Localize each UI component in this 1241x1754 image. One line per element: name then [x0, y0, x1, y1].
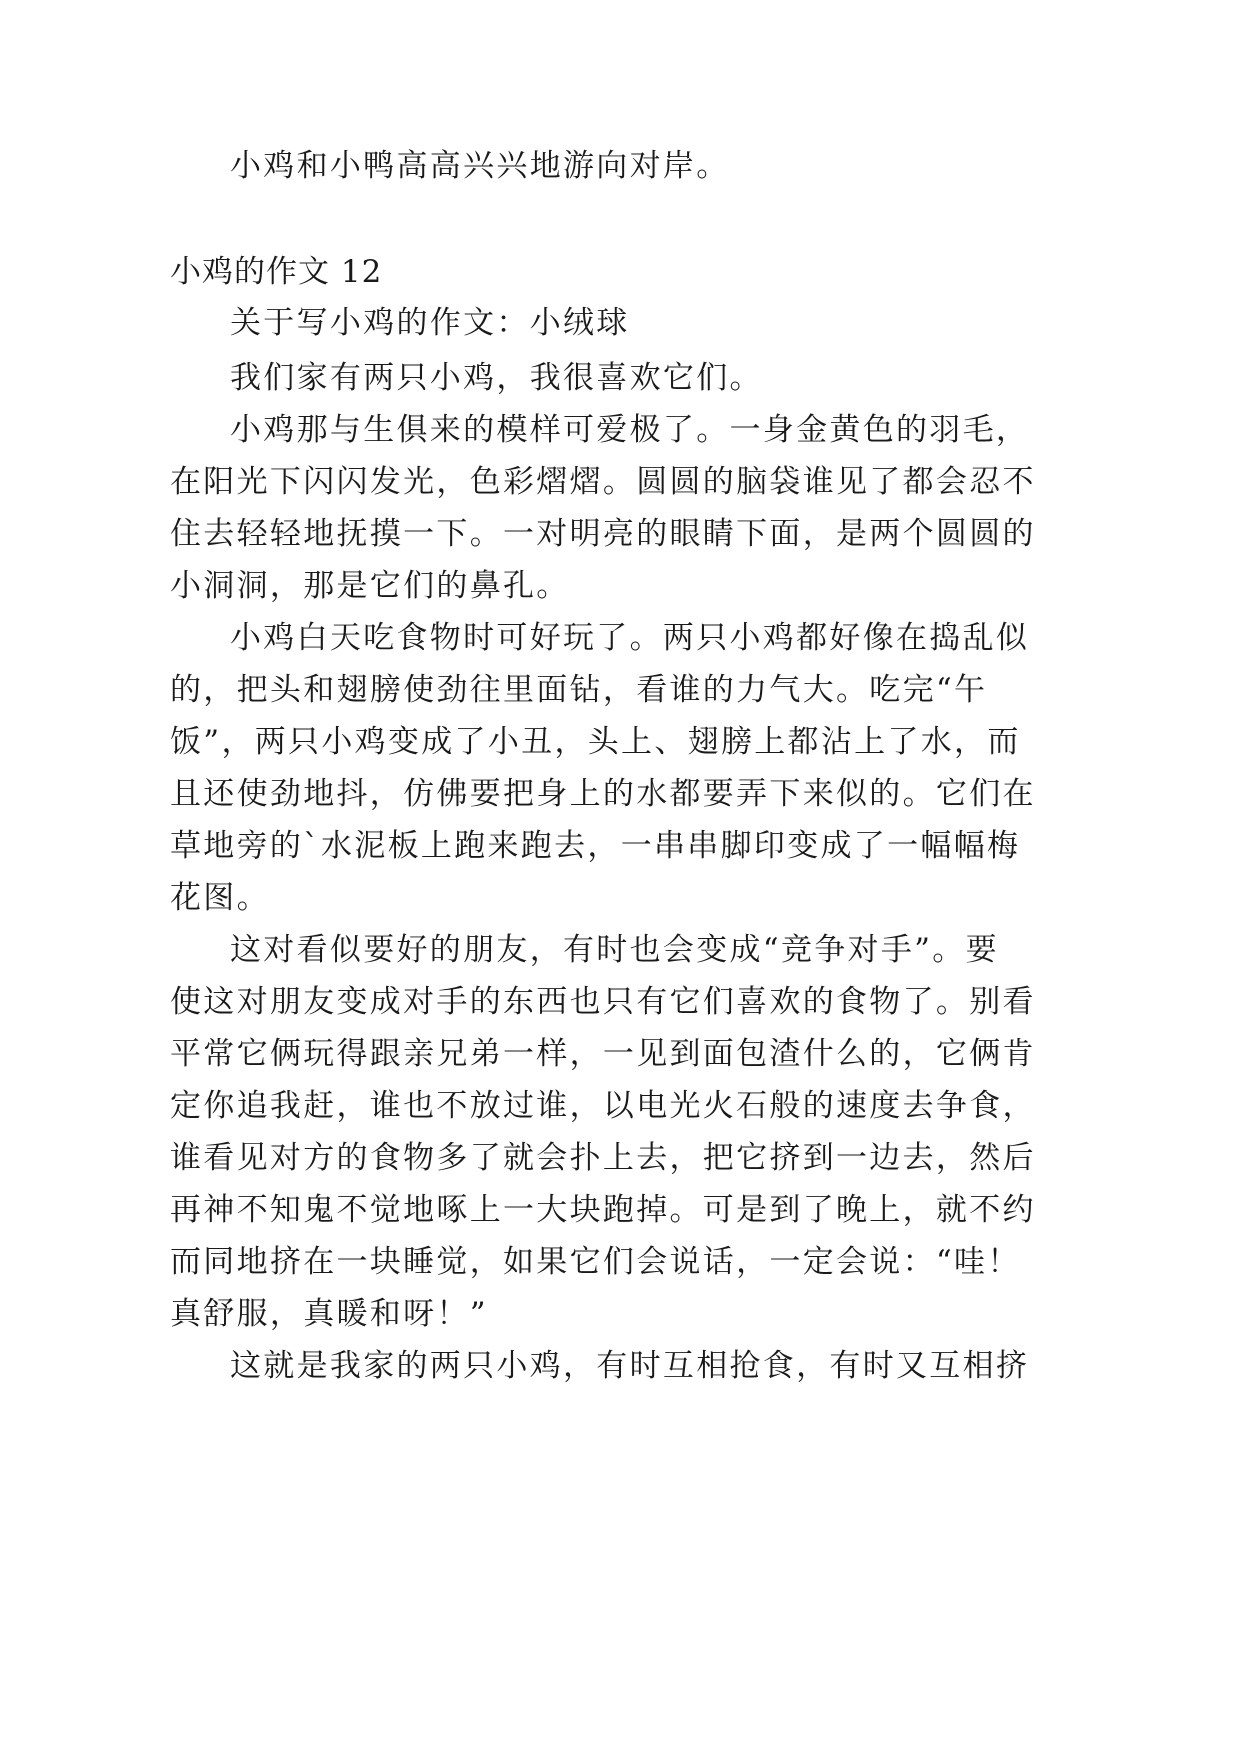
paragraph-line: 这对看似要好的朋友，有时也会变成“竞争对手”。要: [230, 932, 999, 968]
paragraph-line: 定你追我赶，谁也不放过谁，以电光火石般的速度去争食，: [170, 1088, 1036, 1124]
paragraph-line: 草地旁的`水泥板上跑来跑去，一串串脚印变成了一幅幅梅: [170, 828, 1021, 864]
paragraph-line: 小洞洞，那是它们的鼻孔。: [170, 568, 570, 604]
paragraph-line: 小鸡白天吃食物时可好玩了。两只小鸡都好像在捣乱似: [230, 620, 1030, 656]
closing-line: 小鸡和小鸭高高兴兴地游向对岸。: [230, 148, 730, 184]
essay-title-line: 关于写小鸡的作文：小绒球: [230, 305, 630, 341]
paragraph-line: 饭”，两只小鸡变成了小丑，头上、翅膀上都沾上了水，而: [170, 724, 1021, 760]
paragraph-line: 住去轻轻地抚摸一下。一对明亮的眼睛下面，是两个圆圆的: [170, 516, 1036, 552]
paragraph-line: 再神不知鬼不觉地啄上一大块跑掉。可是到了晚上，就不约: [170, 1192, 1036, 1228]
paragraph-line: 的，把头和翅膀使劲往里面钻，看谁的力气大。吃完“午: [170, 672, 988, 708]
paragraph-line: 这就是我家的两只小鸡，有时互相抢食，有时又互相挤: [230, 1348, 1030, 1384]
paragraph-line: 且还使劲地抖，仿佛要把身上的水都要弄下来似的。它们在: [170, 776, 1036, 812]
section-heading: 小鸡的作文 12: [170, 254, 383, 290]
paragraph-line: 平常它俩玩得跟亲兄弟一样，一见到面包渣什么的，它俩肯: [170, 1036, 1036, 1072]
paragraph-line: 而同地挤在一块睡觉，如果它们会说话，一定会说：“哇！: [170, 1244, 1021, 1280]
paragraph-line: 我们家有两只小鸡，我很喜欢它们。: [230, 360, 763, 396]
paragraph-line: 花图。: [170, 880, 270, 916]
paragraph-line: 使这对朋友变成对手的东西也只有它们喜欢的食物了。别看: [170, 984, 1036, 1020]
paragraph-line: 真舒服，真暖和呀！”: [170, 1296, 488, 1332]
paragraph-line: 在阳光下闪闪发光，色彩熠熠。圆圆的脑袋谁见了都会忍不: [170, 464, 1036, 500]
paragraph-line: 谁看见对方的食物多了就会扑上去，把它挤到一边去，然后: [170, 1140, 1036, 1176]
paragraph-line: 小鸡那与生俱来的模样可爱极了。一身金黄色的羽毛，: [230, 412, 1030, 448]
